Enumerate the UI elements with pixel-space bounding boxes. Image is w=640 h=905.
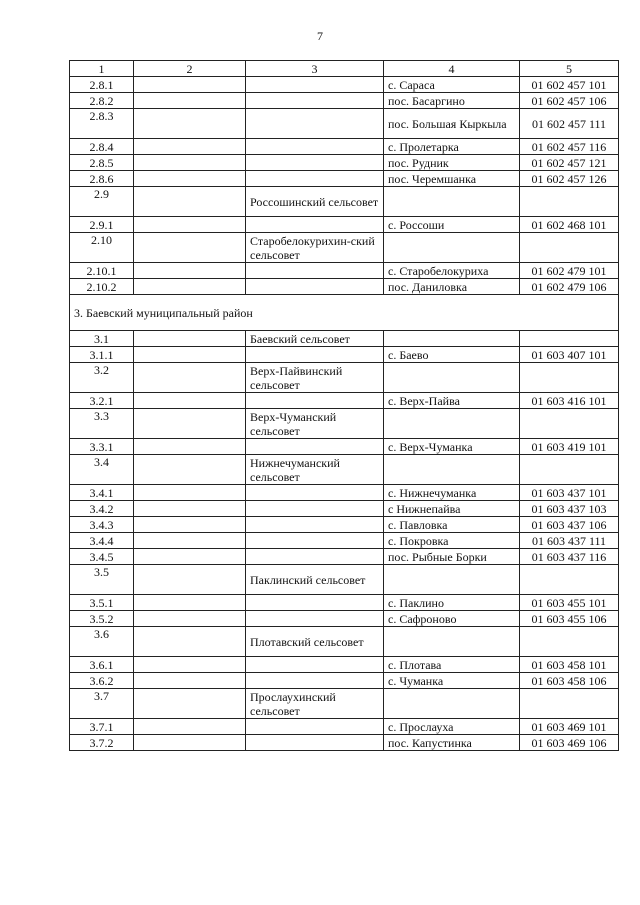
row-code-cell: 2.10.2: [70, 279, 134, 295]
locality-cell: с. Верх-Пайва: [384, 393, 520, 409]
empty-cell: [134, 657, 246, 673]
settlement-council-cell: Плотавский сельсовет: [246, 627, 384, 657]
okato-code-cell: 01 603 455 106: [520, 611, 619, 627]
row-code-cell: 2.8.3: [70, 109, 134, 139]
table-row: [70, 233, 619, 263]
settlement-council-cell: Прослаухинский сельсовет: [246, 689, 384, 719]
okato-code-cell: 01 602 457 106: [520, 93, 619, 109]
settlement-council-cell: [246, 93, 384, 109]
row-code-cell: 3.6.1: [70, 657, 134, 673]
settlement-council-cell: Россошинский сельсовет: [246, 187, 384, 217]
settlement-council-cell: [246, 501, 384, 517]
okato-code-cell: 01 603 437 106: [520, 517, 619, 533]
locality-cell: с. Паклино: [384, 595, 520, 611]
okato-code-cell: [520, 409, 619, 439]
section-row: [70, 295, 619, 331]
row-code-cell: 3.3.1: [70, 439, 134, 455]
empty-cell: [134, 719, 246, 735]
empty-cell: [134, 455, 246, 485]
row-code-cell: 2.8.2: [70, 93, 134, 109]
locality-cell: [384, 331, 520, 347]
empty-cell: [134, 439, 246, 455]
locality-cell: с. Прослауха: [384, 719, 520, 735]
okato-code-cell: 01 602 468 101: [520, 217, 619, 233]
settlement-council-cell: [246, 393, 384, 409]
table-row: [70, 549, 619, 565]
empty-cell: [134, 549, 246, 565]
section-title: 3. Баевский муниципальный район: [70, 295, 619, 331]
okato-code-cell: 01 602 457 121: [520, 155, 619, 171]
column-header: 2: [134, 61, 246, 77]
empty-cell: [134, 627, 246, 657]
okato-code-cell: 01 603 458 101: [520, 657, 619, 673]
okato-code-cell: [520, 187, 619, 217]
empty-cell: [134, 689, 246, 719]
table-row: [70, 139, 619, 155]
empty-cell: [134, 485, 246, 501]
locality-cell: [384, 363, 520, 393]
table-row: [70, 347, 619, 363]
table-row: [70, 393, 619, 409]
empty-cell: [134, 565, 246, 595]
table-row: [70, 501, 619, 517]
empty-cell: [134, 263, 246, 279]
settlement-council-cell: [246, 171, 384, 187]
row-code-cell: 2.9: [70, 187, 134, 217]
empty-cell: [134, 673, 246, 689]
empty-cell: [134, 109, 246, 139]
table-row: [70, 455, 619, 485]
okato-code-cell: 01 603 419 101: [520, 439, 619, 455]
table-row: [70, 263, 619, 279]
settlement-council-cell: [246, 673, 384, 689]
table-row: [70, 93, 619, 109]
locality-cell: пос. Капустинка: [384, 735, 520, 751]
okato-code-cell: [520, 455, 619, 485]
row-code-cell: 2.8.1: [70, 77, 134, 93]
settlement-council-cell: [246, 155, 384, 171]
settlement-council-cell: [246, 139, 384, 155]
row-code-cell: 3.5.1: [70, 595, 134, 611]
table-row: [70, 279, 619, 295]
empty-cell: [134, 347, 246, 363]
okato-code-cell: [520, 565, 619, 595]
table-row: [70, 627, 619, 657]
settlement-council-cell: [246, 533, 384, 549]
settlement-council-cell: Баевский сельсовет: [246, 331, 384, 347]
row-code-cell: 3.7.2: [70, 735, 134, 751]
table-row: [70, 217, 619, 233]
settlement-council-cell: [246, 485, 384, 501]
empty-cell: [134, 409, 246, 439]
row-code-cell: 3.4.4: [70, 533, 134, 549]
row-code-cell: 3.1.1: [70, 347, 134, 363]
table-row: [70, 533, 619, 549]
table-row: [70, 517, 619, 533]
empty-cell: [134, 171, 246, 187]
table-row: [70, 439, 619, 455]
table-row: [70, 171, 619, 187]
table-row: [70, 657, 619, 673]
okato-code-cell: 01 602 457 126: [520, 171, 619, 187]
okato-code-cell: 01 603 407 101: [520, 347, 619, 363]
row-code-cell: 3.4.1: [70, 485, 134, 501]
settlement-council-cell: [246, 595, 384, 611]
row-code-cell: 3.6.2: [70, 673, 134, 689]
okato-code-cell: 01 602 457 116: [520, 139, 619, 155]
okato-code-cell: [520, 363, 619, 393]
table-row: [70, 595, 619, 611]
okato-code-cell: 01 603 437 103: [520, 501, 619, 517]
row-code-cell: 2.10.1: [70, 263, 134, 279]
row-code-cell: 3.7: [70, 689, 134, 719]
column-header: 1: [70, 61, 134, 77]
row-code-cell: 2.8.4: [70, 139, 134, 155]
page-number: 7: [317, 29, 323, 43]
settlement-council-cell: [246, 657, 384, 673]
locality-cell: [384, 187, 520, 217]
empty-cell: [134, 77, 246, 93]
settlement-council-cell: [246, 263, 384, 279]
settlement-council-cell: [246, 719, 384, 735]
locality-cell: с. Баево: [384, 347, 520, 363]
okato-code-cell: [520, 627, 619, 657]
locality-cell: пос. Рудник: [384, 155, 520, 171]
column-header: 5: [520, 61, 619, 77]
okato-code-cell: 01 602 457 101: [520, 77, 619, 93]
row-code-cell: 3.3: [70, 409, 134, 439]
empty-cell: [134, 533, 246, 549]
okato-table: [69, 60, 619, 751]
table-row: [70, 611, 619, 627]
row-code-cell: 3.5.2: [70, 611, 134, 627]
table-row: [70, 673, 619, 689]
okato-code-cell: 01 602 457 111: [520, 109, 619, 139]
settlement-council-cell: [246, 439, 384, 455]
settlement-council-cell: Верх-Чуманский сельсовет: [246, 409, 384, 439]
empty-cell: [134, 155, 246, 171]
empty-cell: [134, 331, 246, 347]
table-header-row: [70, 61, 619, 77]
row-code-cell: 3.7.1: [70, 719, 134, 735]
locality-cell: с. Павловка: [384, 517, 520, 533]
empty-cell: [134, 501, 246, 517]
locality-cell: с. Чуманка: [384, 673, 520, 689]
empty-cell: [134, 363, 246, 393]
locality-cell: с. Россоши: [384, 217, 520, 233]
settlement-council-cell: [246, 517, 384, 533]
locality-cell: с Нижнепайва: [384, 501, 520, 517]
settlement-council-cell: [246, 549, 384, 565]
table-row: [70, 109, 619, 139]
table-row: [70, 331, 619, 347]
row-code-cell: 3.4.2: [70, 501, 134, 517]
row-code-cell: 3.1: [70, 331, 134, 347]
locality-cell: [384, 689, 520, 719]
locality-cell: с. Нижнечуманка: [384, 485, 520, 501]
empty-cell: [134, 279, 246, 295]
table-row: [70, 77, 619, 93]
okato-code-cell: 01 603 416 101: [520, 393, 619, 409]
row-code-cell: 3.2.1: [70, 393, 134, 409]
locality-cell: [384, 627, 520, 657]
okato-code-cell: 01 603 469 106: [520, 735, 619, 751]
table-row: [70, 565, 619, 595]
okato-code-cell: 01 603 455 101: [520, 595, 619, 611]
table-row: [70, 187, 619, 217]
locality-cell: с. Покровка: [384, 533, 520, 549]
locality-cell: с. Сафроново: [384, 611, 520, 627]
locality-cell: [384, 565, 520, 595]
locality-cell: [384, 455, 520, 485]
row-code-cell: 2.8.5: [70, 155, 134, 171]
okato-code-cell: [520, 233, 619, 263]
locality-cell: с. Плотава: [384, 657, 520, 673]
locality-cell: пос. Басаргино: [384, 93, 520, 109]
empty-cell: [134, 595, 246, 611]
column-header: 3: [246, 61, 384, 77]
empty-cell: [134, 611, 246, 627]
empty-cell: [134, 187, 246, 217]
table-row: [70, 485, 619, 501]
settlement-council-cell: Старобелокурихин-ский сельсовет: [246, 233, 384, 263]
table-row: [70, 735, 619, 751]
table-row: [70, 363, 619, 393]
settlement-council-cell: [246, 109, 384, 139]
empty-cell: [134, 233, 246, 263]
empty-cell: [134, 139, 246, 155]
settlement-council-cell: [246, 77, 384, 93]
okato-code-cell: 01 603 437 101: [520, 485, 619, 501]
settlement-council-cell: [246, 279, 384, 295]
empty-cell: [134, 393, 246, 409]
locality-cell: с. Старобелокуриха: [384, 263, 520, 279]
table-row: [70, 689, 619, 719]
okato-code-cell: 01 603 437 111: [520, 533, 619, 549]
empty-cell: [134, 517, 246, 533]
locality-cell: пос. Рыбные Борки: [384, 549, 520, 565]
settlement-council-cell: [246, 217, 384, 233]
locality-cell: с. Верх-Чуманка: [384, 439, 520, 455]
okato-code-cell: 01 603 469 101: [520, 719, 619, 735]
settlement-council-cell: Паклинский сельсовет: [246, 565, 384, 595]
okato-code-cell: 01 602 479 106: [520, 279, 619, 295]
settlement-council-cell: [246, 347, 384, 363]
table-row: [70, 155, 619, 171]
row-code-cell: 2.8.6: [70, 171, 134, 187]
okato-code-cell: [520, 689, 619, 719]
row-code-cell: 3.4.5: [70, 549, 134, 565]
column-header: 4: [384, 61, 520, 77]
okato-code-cell: 01 603 458 106: [520, 673, 619, 689]
settlement-council-cell: [246, 735, 384, 751]
row-code-cell: 2.10: [70, 233, 134, 263]
settlement-council-cell: [246, 611, 384, 627]
empty-cell: [134, 735, 246, 751]
settlement-council-cell: Верх-Пайвинский сельсовет: [246, 363, 384, 393]
row-code-cell: 2.9.1: [70, 217, 134, 233]
locality-cell: с. Сараса: [384, 77, 520, 93]
settlement-council-cell: Нижнечуманский сельсовет: [246, 455, 384, 485]
table-row: [70, 719, 619, 735]
row-code-cell: 3.5: [70, 565, 134, 595]
row-code-cell: 3.2: [70, 363, 134, 393]
empty-cell: [134, 217, 246, 233]
empty-cell: [134, 93, 246, 109]
locality-cell: пос. Большая Кыркыла: [384, 109, 520, 139]
locality-cell: пос. Черемшанка: [384, 171, 520, 187]
locality-cell: [384, 409, 520, 439]
okato-code-cell: [520, 331, 619, 347]
okato-code-cell: 01 603 437 116: [520, 549, 619, 565]
row-code-cell: 3.4: [70, 455, 134, 485]
okato-code-cell: 01 602 479 101: [520, 263, 619, 279]
row-code-cell: 3.4.3: [70, 517, 134, 533]
locality-cell: пос. Даниловка: [384, 279, 520, 295]
row-code-cell: 3.6: [70, 627, 134, 657]
table-row: [70, 409, 619, 439]
locality-cell: с. Пролетарка: [384, 139, 520, 155]
locality-cell: [384, 233, 520, 263]
